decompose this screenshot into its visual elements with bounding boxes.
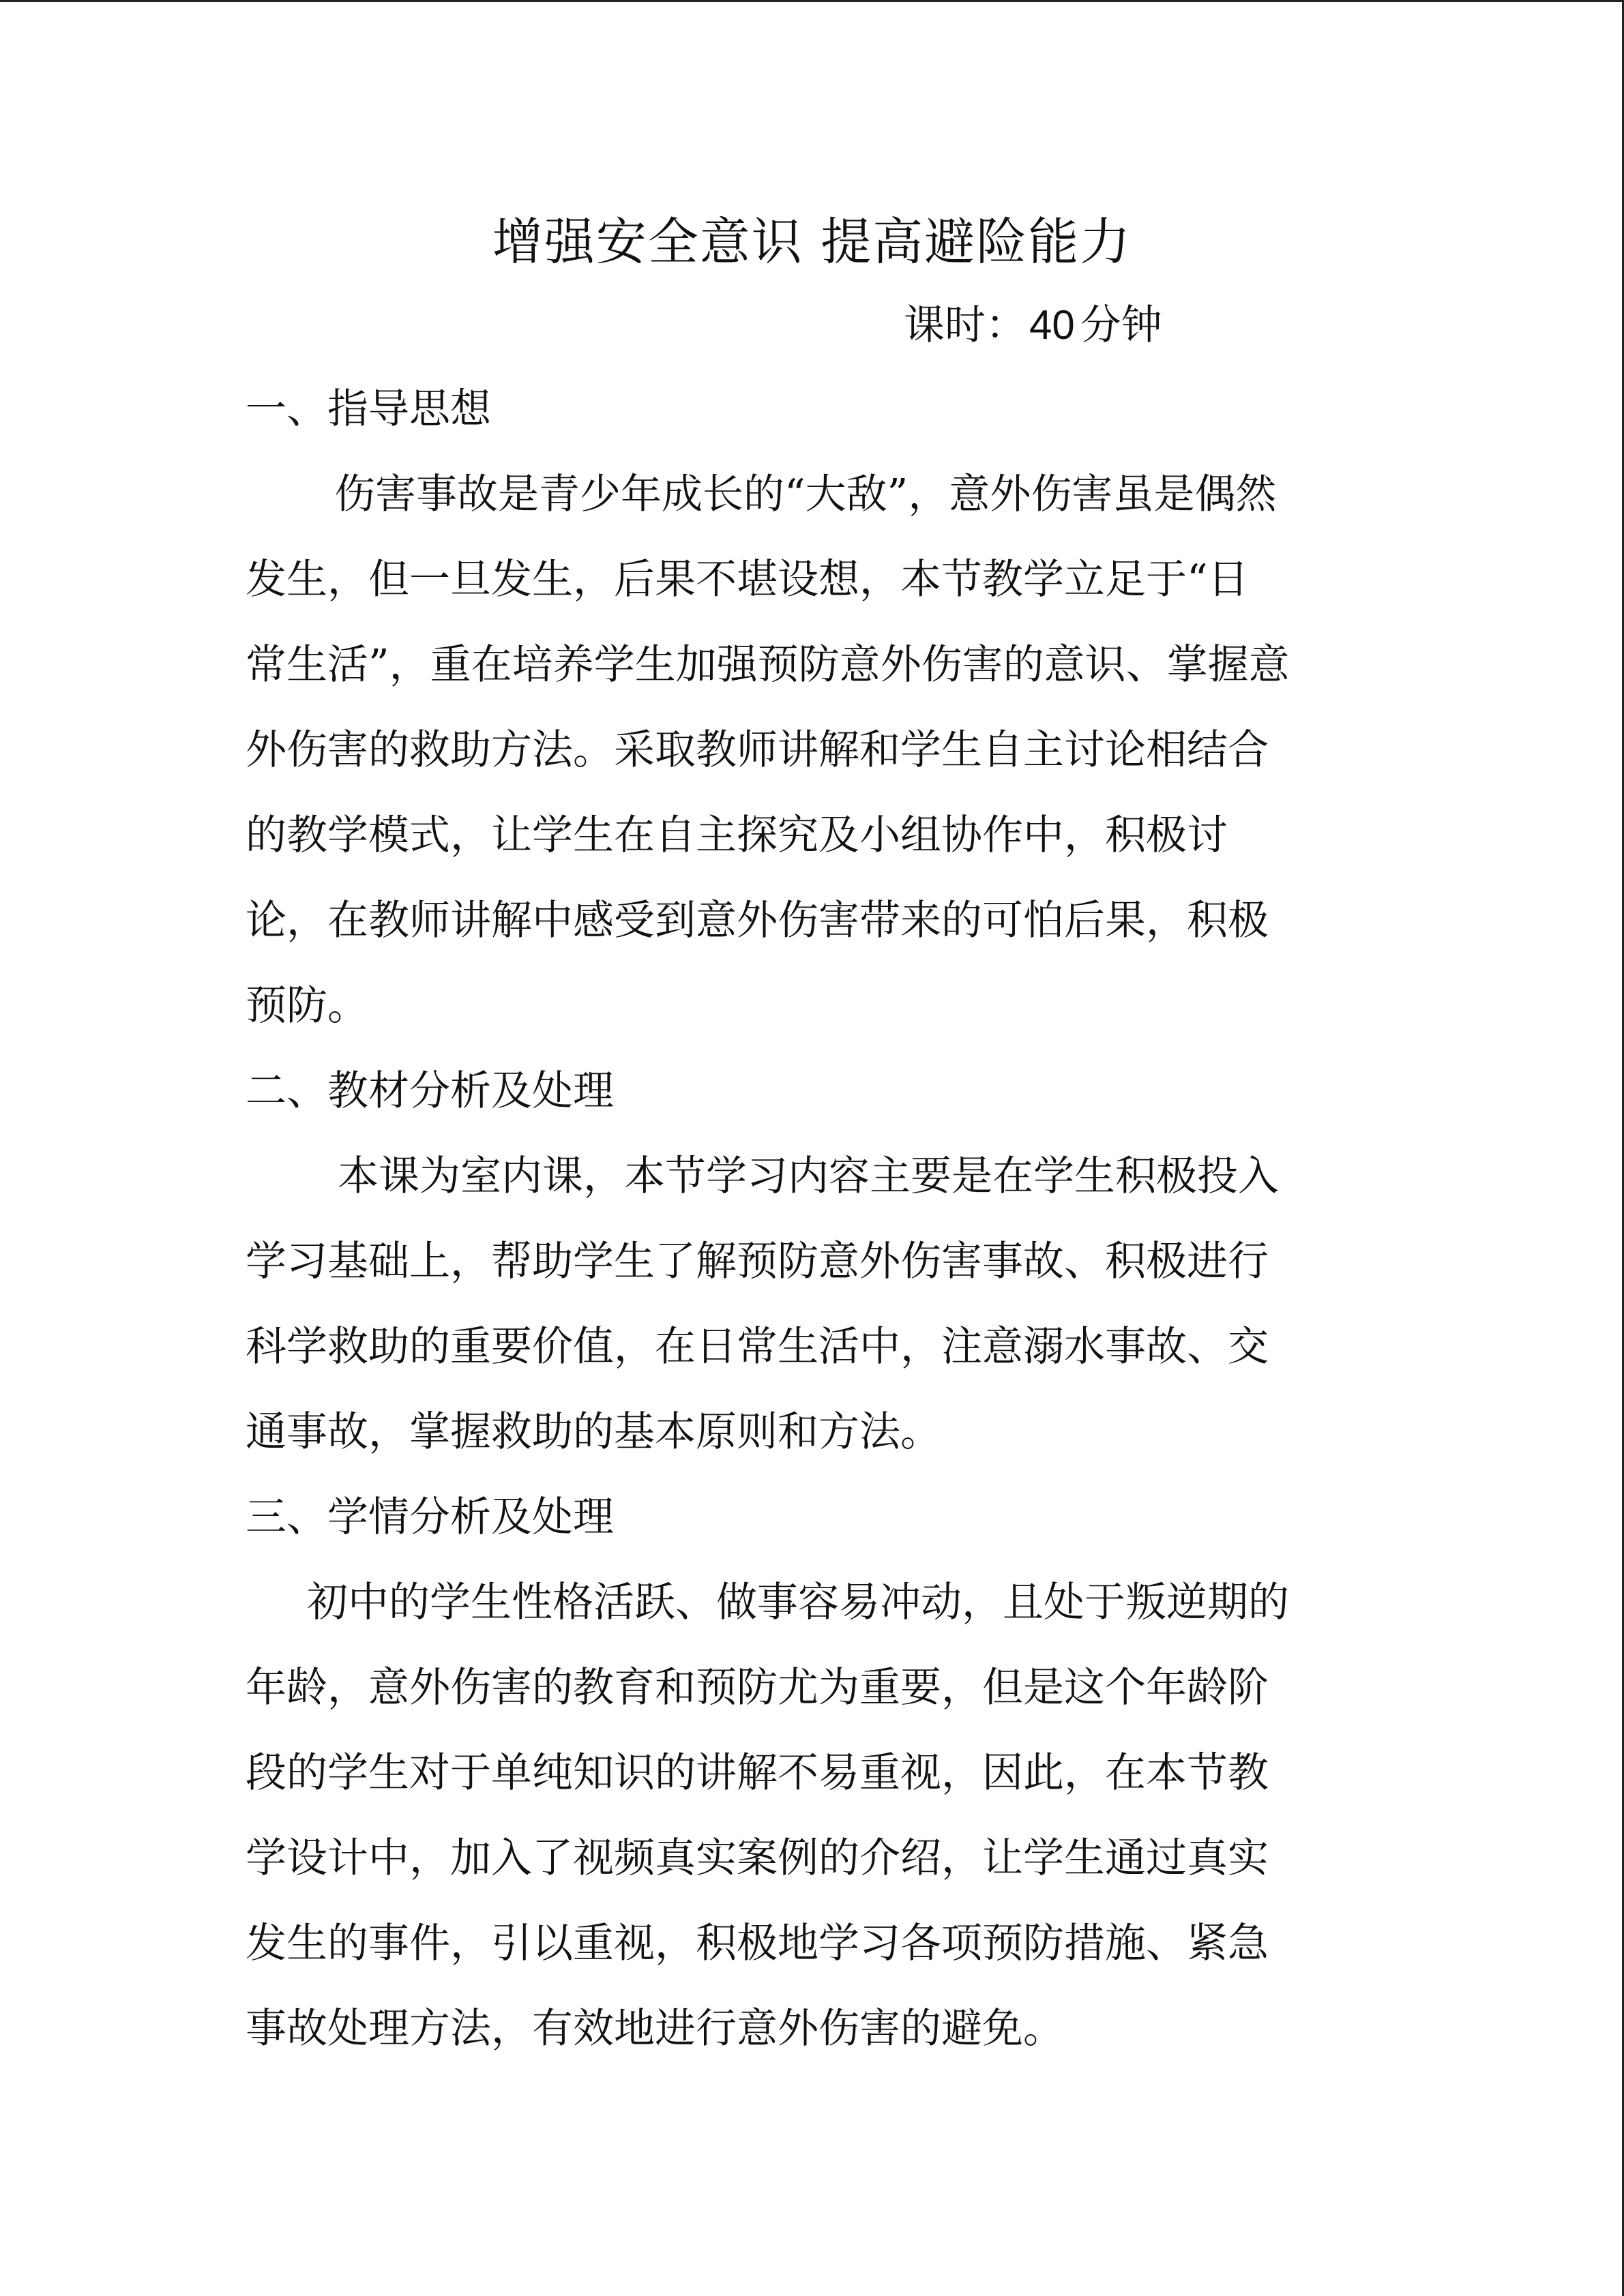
duration-label: 课时：: [904, 301, 1027, 349]
paragraph-line: 初中的学生性格活跃、做事容易冲动，且处于叛逆期的: [307, 1579, 1289, 1626]
duration-unit: 分钟: [1080, 301, 1162, 349]
paragraph-line: 外伤害的救助方法。采取教师讲解和学生自主讨论相结合: [246, 726, 1269, 774]
class-duration: [904, 295, 1162, 356]
duration-value: 40: [1029, 302, 1075, 348]
paragraph-line: 常生活”，重在培养学生加强预防意外伤害的意识、掌握意: [246, 641, 1290, 689]
paragraph-line: 预防。: [246, 982, 368, 1030]
paragraph-line: 段的学生对于单纯知识的讲解不易重视，因此，在本节教: [246, 1749, 1269, 1797]
section-heading-guiding-ideology: 一、指导思想: [246, 385, 491, 433]
paragraph-line: 的教学模式，让学生在自主探究及小组协作中，积极讨: [246, 811, 1228, 859]
paragraph-line: 发生，但一旦发生，后果不堪设想，本节教学立足于“日: [246, 556, 1249, 603]
paragraph-line: 通事故，掌握救助的基本原则和方法。: [246, 1408, 941, 1456]
section-heading-textbook-analysis: 二、教材分析及处理: [246, 1067, 614, 1115]
paragraph-line: 学设计中，加入了视频真实案例的介绍，让学生通过真实: [246, 1834, 1269, 1882]
paragraph-line: 学习基础上，帮助学生了解预防意外伤害事故、积极进行: [246, 1238, 1269, 1285]
page-top-border: [0, 0, 1624, 2]
paragraph-line: 事故处理方法，有效地进行意外伤害的避免。: [246, 2005, 1064, 2053]
paragraph-line: 论，在教师讲解中感受到意外伤害带来的可怕后果，积极: [246, 897, 1269, 944]
document-title: 增强安全意识 提高避险能力: [492, 213, 1132, 271]
section-heading-student-analysis: 三、学情分析及处理: [246, 1493, 614, 1541]
paragraph-line: 本课为室内课，本节学习内容主要是在学生积极投入: [338, 1152, 1279, 1200]
paragraph-line: 伤害事故是青少年成长的“大敌”，意外伤害虽是偶然: [334, 471, 1277, 518]
paragraph-line: 发生的事件，引以重视，积极地学习各项预防措施、紧急: [246, 1920, 1269, 1967]
paragraph-line: 科学救助的重要价值，在日常生活中，注意溺水事故、交: [246, 1323, 1269, 1371]
paragraph-line: 年龄，意外伤害的教育和预防尤为重要，但是这个年龄阶: [246, 1664, 1269, 1712]
